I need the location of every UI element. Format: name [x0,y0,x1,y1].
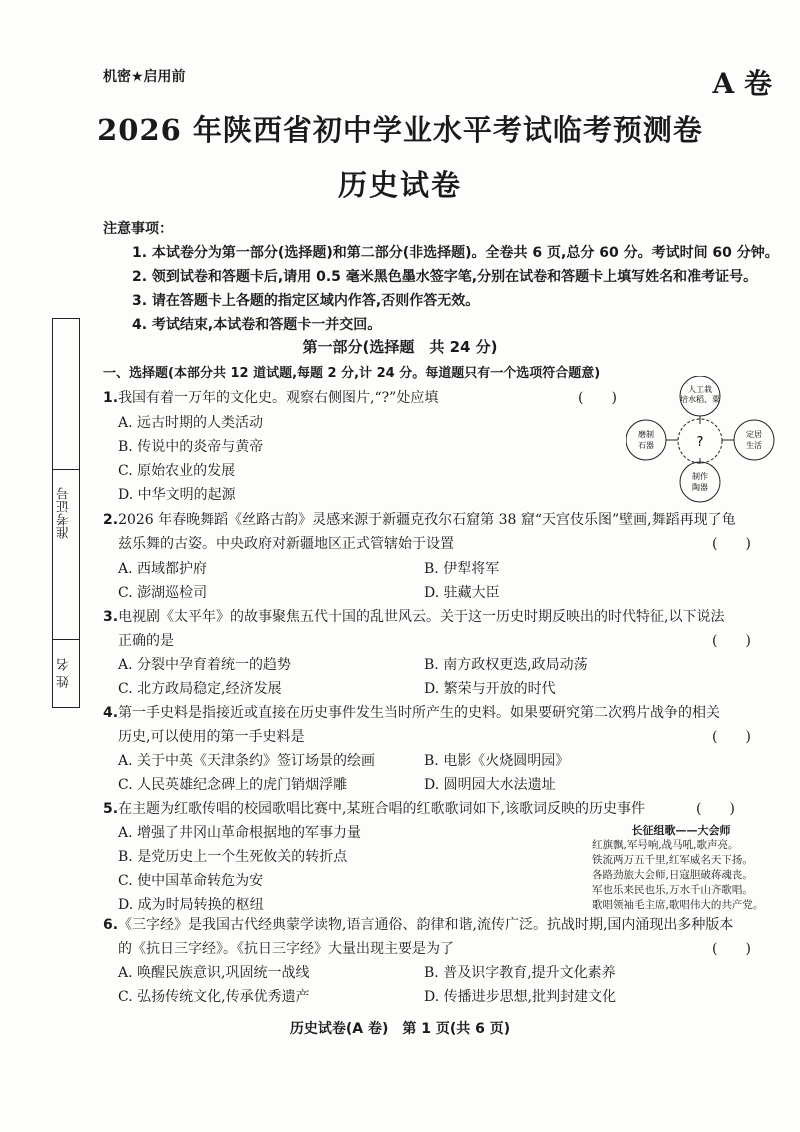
question-number: 4. [103,705,119,721]
option-d: D. 传播进步思想,批判封建文化 [424,989,617,1005]
note-item: 1. 本试卷分为第一部分(选择题)和第二部分(非选择题)。全卷共 6 页,总分 60 分。考试时间 60 分钟。 [132,245,779,261]
part-one-title: 第一部分(选择题 共 24 分) [302,338,498,356]
note-item: 2. 领到试卷和答题卡后,请用 0.5 毫米黑色墨水签字笔,分别在试卷和答题卡上填写姓名和准考证号。 [132,269,758,285]
answer-blank: ( ) [578,390,617,406]
option-a: A. 分裂中孕育着统一的趋势 [118,657,292,673]
diagram-node: 磨制 [638,430,654,439]
question-2-stem [103,509,736,529]
song-lyrics-box [592,822,770,914]
notes-heading: 注意事项： [103,221,173,237]
diagram-node: 定居 [746,430,762,439]
answer-blank: ( ) [696,801,735,817]
exam-id-label: 准考证号 [57,487,72,539]
name-label: 姓 名 [57,657,72,689]
binding-divider [53,469,79,470]
question-text: 我国有着一万年的文化史。观察右侧图片,“?”处应填 [118,390,439,406]
lyric-line: 红旗飘,军号响,战马吼,歌声亮。 [592,839,739,851]
question-number: 5. [103,801,119,817]
option-a: A. 关于中英《天津条约》签订场景的绘画 [118,753,376,769]
lyric-line: 军也乐来民也乐,万水千山齐歌唱。 [592,884,753,896]
answer-blank: ( ) [712,536,751,552]
answer-blank: ( ) [712,633,751,649]
option-c: C. 澎湖巡检司 [118,585,208,601]
option-d: D. 驻藏大臣 [424,585,500,601]
option-b: B. 电影《火烧圆明园》 [424,753,570,769]
confidential-label: 机密★启用前 [103,69,186,85]
question-1-stem [103,387,438,407]
question-4-stem [103,702,720,722]
lyric-line: 歌唱领袖毛主席,歌唱伟大的共产党。 [592,899,764,911]
option-d: D. 成为时局转换的枢纽 [118,897,264,913]
option-d: D. 中华文明的起源 [118,487,236,503]
question-text: 兹乐舞的古姿。中央政府对新疆地区正式管辖始于设置 [118,536,454,552]
option-a: A. 唤醒民族意识,巩固统一战线 [118,965,310,981]
option-a: A. 远古时期的人类活动 [118,415,264,431]
note-item: 3. 请在答题卡上各题的指定区域内作答,否则作答无效。 [132,293,480,309]
option-c: C. 弘扬传统文化,传承优秀遗产 [118,989,310,1005]
option-b: B. 是党历史上一个生死攸关的转折点 [118,849,348,865]
option-c: C. 北方政局稳定,经济发展 [118,681,282,697]
lyric-line: 铁流两万五千里,红军威名天下扬。 [592,854,753,866]
option-b: B. 伊犁将军 [424,561,500,577]
page-footer: 历史试卷(A 卷) 第 1 页(共 6 页) [289,1021,511,1037]
option-b: B. 传说中的炎帝与黄帝 [118,439,264,455]
question-number: 6. [103,917,119,933]
lyric-line: 各路劲旅大会师,日寇胆破蒋魂丧。 [592,869,753,881]
paper-version-label: A 卷 [712,67,772,100]
section-intro: 一、选择题(本部分共 12 道试题,每题 2 分,计 24 分。每道题只有一个选项符合题意) [103,366,601,381]
option-d: D. 繁荣与开放的时代 [424,681,556,697]
note-item: 4. 考试结束,本试卷和答题卡一并交回。 [132,317,382,333]
option-c: C. 使中国革命转危为安 [118,873,264,889]
question-text: 2026 年春晚舞蹈《丝路古韵》灵感来源于新疆克孜尔石窟第 38 窟“天宫伎乐图”壁画,舞蹈再现了龟 [118,512,736,528]
question-text: 正确的是 [118,633,174,649]
question-3-stem [103,606,725,626]
option-c: C. 人民英雄纪念碑上的虎门销烟浮雕 [118,777,348,793]
question-number: 2. [103,512,119,528]
diagram-node: 陶器 [692,483,708,492]
question-text: 在主题为红歌传唱的校园歌唱比赛中,某班合唱的红歌歌词如下,该歌词反映的历史事件 [118,801,645,817]
song-title: 长征组歌——大会师 [631,824,731,837]
question-5-stem [103,798,645,818]
option-a: A. 西域都护府 [118,561,208,577]
diagram-node: 培水稻、粟 [680,395,720,404]
question-6-stem [103,914,733,934]
binding-divider [53,639,79,640]
diagram-node: 人工栽 [688,385,712,394]
question-text: 《三字经》是我国古代经典蒙学读物,语言通俗、韵律和谐,流传广泛。抗战时期,国内涌现出多种版本 [118,917,734,933]
option-b: B. 南方政权更迭,政局动荡 [424,657,588,673]
option-c: C. 原始农业的发展 [118,463,236,479]
question-number: 1. [103,390,119,406]
diagram-node: 制作 [692,472,708,481]
option-b: B. 普及识字教育,提升文化素养 [424,965,616,981]
diagram-node: 石器 [638,441,654,450]
diagram-center: ? [696,435,704,450]
exam-title: 2026 年陕西省初中学业水平考试临考预测卷 [97,113,703,147]
binding-strip [52,318,80,708]
option-a: A. 增强了井冈山革命根据地的军事力量 [118,825,362,841]
subject-title: 历史试卷 [337,168,462,202]
question-number: 3. [103,609,119,625]
neolithic-diagram [626,376,776,504]
question-text: 历史,可以使用的第一手史料是 [118,729,305,745]
diagram-node: 生活 [746,441,762,450]
answer-blank: ( ) [712,941,751,957]
answer-blank: ( ) [712,729,751,745]
question-text: 的《抗日三字经》。《抗日三字经》大量出现主要是为了 [118,941,454,957]
question-text: 电视剧《太平年》的故事聚焦五代十国的乱世风云。关于这一历史时期反映出的时代特征,以下说法 [118,609,725,625]
question-text: 第一手史料是指接近或直接在历史事件发生当时所产生的史料。如果要研究第二次鸦片战争的相关 [118,705,721,721]
option-d: D. 圆明园大水法遗址 [424,777,556,793]
